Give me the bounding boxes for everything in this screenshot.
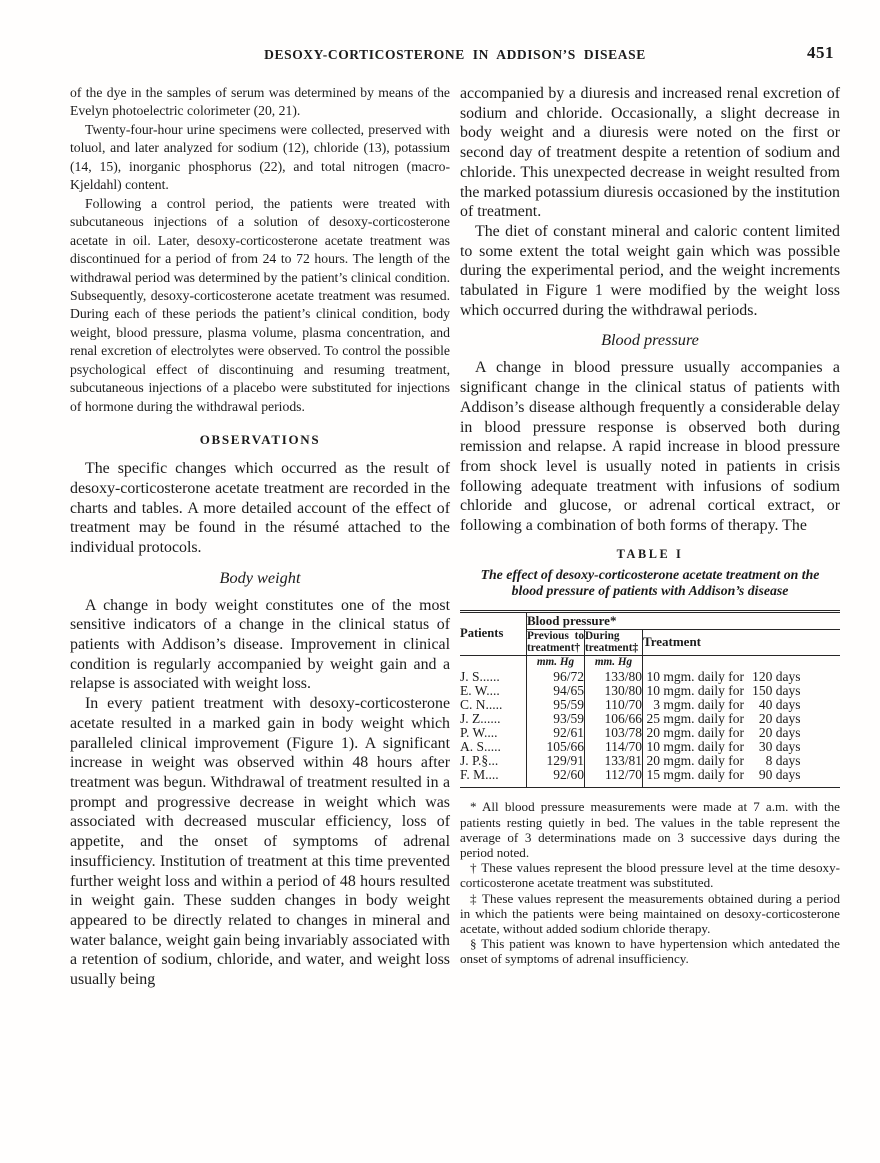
units-spacer — [460, 655, 527, 668]
paragraph: In every patient treatment with desoxy-corticosterone acetate resulted in a marked gain in body weight which paralleled clinical improvement (Figure 1). A significant increase in weight was observed within 48 hours after treatment was begun. Withdrawal of treatment resulted in a prompt and progressive decrease in weight which was associated with decreased muscular efficiency, loss of appetite, and the onset of symptoms of adrenal insufficiency. Institution of treatment at this time prevented further weight loss and within a period of 48 hours resulted in weight gain. These sudden changes in body weight appeared to be directly related to changes in mineral and water balance, weight gain being invariably associated with a retention of sodium, chloride, and water, and weight loss usually being — [70, 695, 450, 989]
footnote: † These values represent the blood pressure level at the time desoxy-corticosterone acetate treatment was substituted. — [460, 860, 840, 891]
paragraph: The diet of constant mineral and caloric content limited to some extent the total weight gain which was possible during the experimental period, and the weight increments tabulated in Figure 1 were modified by the weight loss which occurred during the withdrawal periods. — [460, 222, 840, 319]
table-row — [460, 698, 840, 712]
treatment-cell: 20 mgm. daily for 20 days — [646, 724, 801, 740]
treatment-cell: 25 mgm. daily for 20 days — [646, 710, 801, 726]
paragraph: accompanied by a diuresis and increased renal excretion of sodium and chloride. Occasionally, a slight decrease in body weight and a diuresis were noted on the first or second day of treatment despite a retention of sodium and chloride. This unexpected decrease in weight resulted from the marked potassium diuresis occasioned by the institution of treatment. — [460, 85, 840, 221]
footnote: § This patient was known to have hypertension which antedated the onset of symptoms of adrenal insufficiency. — [460, 936, 840, 967]
patient-cell: F. M.... — [460, 768, 527, 788]
during-bp-cell: 130/80 — [585, 684, 643, 698]
table-row — [460, 668, 840, 684]
footnote: * All blood pressure measurements were made at 7 a.m. with the patients resting quietly in bed. The values in the table represent the average of 3 determinations made on 3 successive days during the period noted. — [460, 799, 840, 860]
units-spacer — [643, 655, 841, 668]
observations-heading: OBSERVATIONS — [199, 432, 321, 448]
patient-cell: A. S..... — [460, 740, 527, 754]
paragraph: Following a control period, the patients were treated with subcutaneous injections of a solution of desoxy-corticosterone acetate in oil. Later, desoxy-corticosterone acetate treatment was discontinued for a period of from 24 to 72 hours. The length of the withdrawal period was determined by the patient’s clinical condition. Subsequently, desoxy-corticosterone acetate treatment was resumed. During each of these periods the patient’s clinical condition, body weight, blood pressure, plasma volume, plasma concentration, and renal excretion of electrolytes were observed. To control the possible psychological effect of discontinuing and resuming treatment, subcutaneous injections of a placebo were substituted for injections of hormone during the withdrawal periods. — [70, 195, 450, 414]
patient-cell: J. S...... — [460, 668, 527, 684]
during-bp-cell: 106/66 — [585, 712, 643, 726]
page-number: 451 — [807, 43, 834, 62]
previous-bp-cell: 93/59 — [527, 712, 585, 726]
treatment-cell: 15 mgm. daily for 90 days — [646, 767, 801, 783]
patient-cell: E. W.... — [460, 684, 527, 698]
treatment-cell: 10 mgm. daily for 150 days — [646, 682, 801, 698]
two-column-body — [70, 84, 840, 990]
patient-cell: J. Z...... — [460, 712, 527, 726]
treatment-cell: 3 mgm. daily for 40 days — [653, 696, 801, 712]
previous-bp-cell: 94/65 — [527, 684, 585, 698]
body-weight-heading: Body weight — [219, 567, 301, 587]
column-spanner-blood-pressure: Blood pressure* — [527, 612, 841, 630]
observations-section — [70, 459, 450, 558]
treatment-cell: 20 mgm. daily for 8 days — [646, 753, 801, 769]
left-column — [70, 84, 450, 990]
paragraph: The specific changes which occurred as the result of desoxy-corticosterone acetate treatment are recorded in the charts and tables. A more detailed account of the effect of treatment may be found in the résumé attached to the individual protocols. — [70, 460, 450, 556]
table-row — [460, 726, 840, 740]
table-row — [460, 684, 840, 698]
patient-cell: C. N..... — [460, 698, 527, 712]
previous-bp-cell: 95/59 — [527, 698, 585, 712]
body-weight-section — [70, 596, 450, 990]
running-head — [70, 43, 840, 63]
right-column — [460, 84, 840, 990]
column-header-during: During treatment‡ — [585, 630, 643, 655]
table-row — [460, 712, 840, 726]
weight-continuation-section — [460, 84, 840, 320]
previous-bp-cell: 92/61 — [527, 726, 585, 740]
table-body — [460, 668, 840, 788]
paragraph: Twenty-four-hour urine specimens were collected, preserved with toluol, and later analyzed for sodium (12), chloride (13), potassium (14, 15), inorganic phosphorus (22), and total nitrogen (macro-Kjeldahl) content. — [70, 121, 450, 193]
table-caption: The effect of desoxy-corticosterone acetate treatment on the blood pressure of patients with Addison’s disease — [480, 566, 820, 598]
during-bp-cell: 133/81 — [585, 754, 643, 768]
units-during: mm. Hg — [585, 655, 643, 668]
running-head-title: DESOXY-CORTICOSTERONE IN ADDISON’S DISEASE — [264, 47, 646, 62]
during-bp-cell: 133/80 — [585, 668, 643, 684]
paragraph: A change in body weight constitutes one of the most sensitive indicators of a change in the clinical status of patients with Addison’s disease. Improvement in clinical condition is regularly accompanied by weight gain and a relapse is associated with weight loss. — [70, 596, 450, 693]
units-previous: mm. Hg — [527, 655, 585, 668]
table-row — [460, 768, 840, 788]
patient-cell: P. W.... — [460, 726, 527, 740]
patient-cell: J. P.§... — [460, 754, 527, 768]
table-label: TABLE I — [616, 546, 684, 561]
previous-bp-cell: 92/60 — [527, 768, 585, 788]
column-header-treatment: Treatment — [643, 630, 841, 655]
during-bp-cell: 110/70 — [585, 698, 643, 712]
treatment-cell: 10 mgm. daily for 120 days — [646, 668, 801, 684]
table-1-block — [460, 547, 840, 967]
footnote: ‡ These values represent the measurements obtained during a period in which the patients were being maintained on desoxy-corticosterone acetate, without added sodium chloride therapy. — [460, 890, 840, 936]
previous-bp-cell: 129/91 — [527, 754, 585, 768]
table-footnotes — [460, 799, 840, 966]
paragraph: A change in blood pressure usually accompanies a significant change in the clinical status of patients with Addison’s disease although frequently a considerable delay in blood pressure response is observed both during remission and relapse. A rapid increase in blood pressure from shock level is usually noted in patients in crisis following adequate treatment with infusions of sodium chloride and glucose, or adrenal cortical extract, or following a combination of both forms of therapy. The — [460, 359, 840, 535]
previous-bp-cell: 96/72 — [527, 668, 585, 684]
table-row — [460, 740, 840, 754]
blood-pressure-heading: Blood pressure — [601, 330, 699, 350]
table-row — [460, 754, 840, 768]
treatment-cell: 10 mgm. daily for 30 days — [646, 739, 801, 755]
during-bp-cell: 114/70 — [585, 740, 643, 754]
during-bp-cell: 103/78 — [585, 726, 643, 740]
during-bp-cell: 112/70 — [585, 768, 643, 788]
table-header — [460, 612, 840, 668]
methods-section — [70, 84, 450, 416]
column-header-previous: Previous to treatment† — [527, 630, 584, 655]
previous-bp-cell: 105/66 — [527, 740, 585, 754]
paragraph: of the dye in the samples of serum was determined by means of the Evelyn photoelectric colorimeter (20, 21). — [70, 85, 450, 119]
blood-pressure-section — [460, 358, 840, 535]
blood-pressure-table — [460, 610, 840, 788]
column-header-patients: Patients — [460, 612, 527, 655]
